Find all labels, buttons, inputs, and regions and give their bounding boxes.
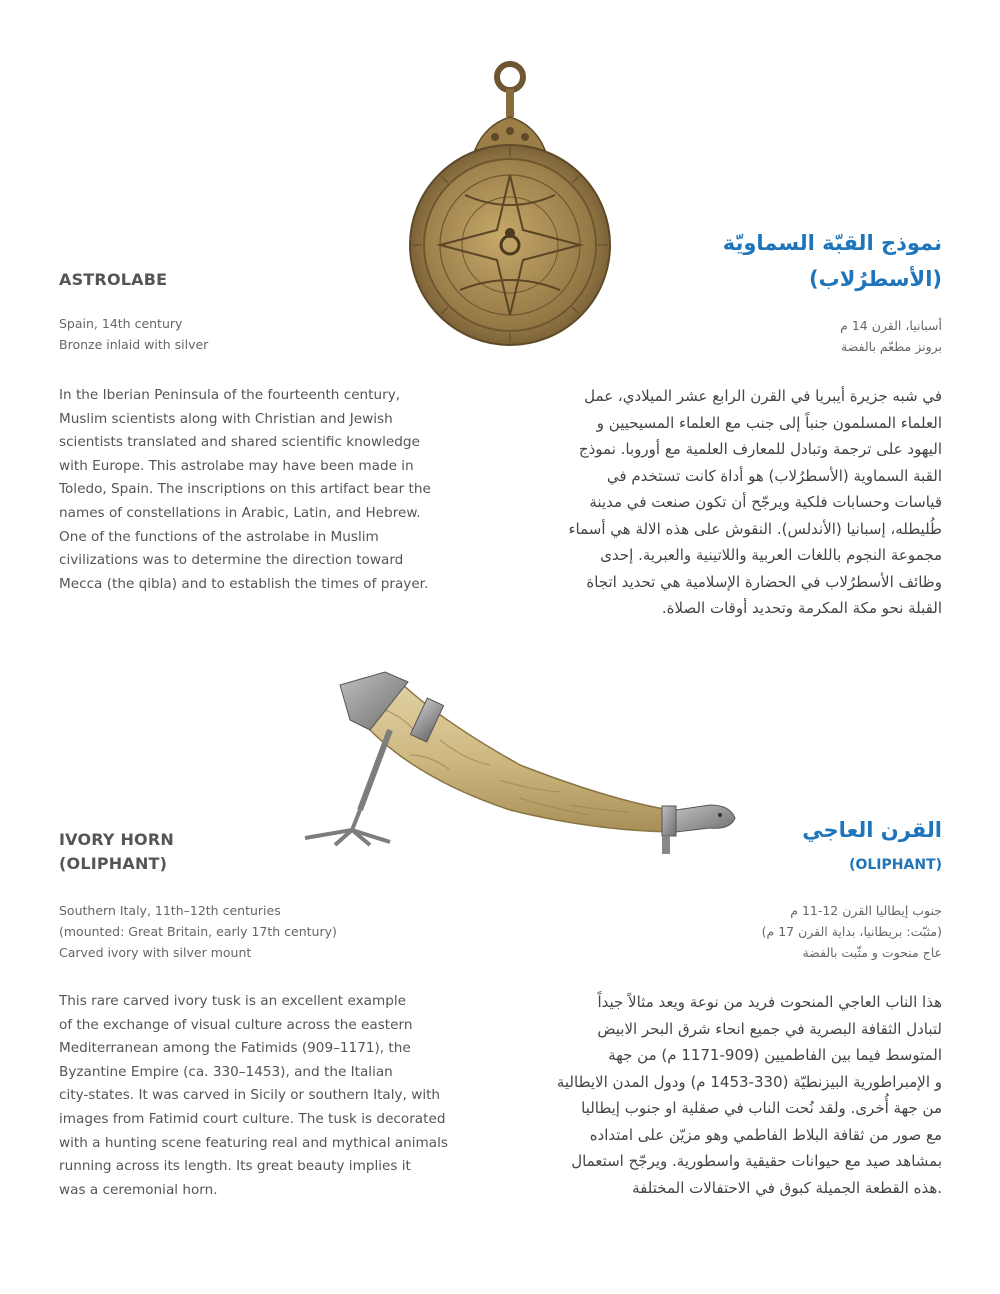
astrolabe-origin-ar: أسبانيا، القرن 14 م — [840, 318, 942, 333]
oliphant-mount-ar: (مثبّت: بريطانيا، بداية القرن 17 م) — [761, 924, 942, 939]
astrolabe-title-ar — [723, 225, 942, 297]
text-line: names of constellations in Arabic, Latin, and Hebrew. — [59, 504, 421, 521]
text-line: Muslim scientists along with Christian and Jewish — [59, 410, 393, 427]
text-line: مع صور من ثقافة البلاط الفاطمي وهو مزيّن على امتداده — [589, 1125, 942, 1144]
text-line: .هذه القطعة الجميلة كبوق في الاحتفالات المختلفة — [632, 1178, 942, 1197]
text-line: في شبه جزيرة أيبريا في القرن الرابع عشر الميلادي، عمل — [584, 387, 942, 405]
text-line: هذا الناب العاجي المنحوت فريد من نوعة ويعد مثالاً جيداً — [597, 993, 942, 1011]
astrolabe-meta-en — [59, 313, 208, 355]
text-line: من جهة أُخرى. ولقد نُحت الناب في صقلية او جنوب إيطاليا — [581, 1099, 942, 1117]
text-line: القبلة نحو مكة المكرمة وتحديد أوقات الصلاة. — [661, 599, 942, 617]
oliphant-material-ar: عاج منحوت و مثّبت بالفضة — [802, 945, 942, 960]
text-line: civilizations was to determine the direction toward — [59, 552, 404, 569]
astrolabe-title-ar-line1: نموذج القبّة السماويّة — [722, 231, 942, 255]
text-line: was a ceremonial horn. — [59, 1181, 218, 1198]
oliphant-origin-ar: جنوب إيطاليا القرن 12-11 م — [790, 903, 942, 918]
text-line: بمشاهد صيد مع حيوانات حقيقية واسطورية. ويرجّح استعمال — [571, 1152, 942, 1170]
oliphant-subtitle-ar: (OLIPHANT) — [849, 857, 942, 873]
text-line: القبة السماوية (الأسطرُلاب) هو أداة كانت تستخدم في — [606, 466, 942, 485]
text-line: Mediterranean among the Fatimids (909–1171), the — [59, 1040, 411, 1057]
oliphant-image — [290, 660, 750, 860]
astrolabe-image — [405, 55, 615, 355]
astrolabe-origin-en: Spain, 14th century — [59, 316, 183, 331]
text-line: Mecca (the qibla) and to establish the times of prayer. — [59, 575, 429, 592]
text-line: Toledo, Spain. The inscriptions on this artifact bear the — [59, 481, 431, 498]
text-line: This rare carved ivory tusk is an excellent example — [59, 993, 406, 1009]
text-line: In the Iberian Peninsula of the fourteenth century, — [59, 387, 401, 403]
text-line: قياسات وحسابات فلكية ويرجّح أن تكون صنعت في مدينة — [589, 493, 942, 511]
oliphant-title-en — [59, 828, 174, 876]
text-line: و الإمبراطورية البيزنطيّة (330-1453 م) ودول المدن الايطالية — [556, 1072, 942, 1091]
text-line: المتوسط فيما بين الفاطميين (909-1171 م) من جهة — [608, 1046, 942, 1064]
astrolabe-description-en — [59, 384, 459, 596]
text-line: city-states. It was carved in Sicily or southern Italy, with — [59, 1087, 441, 1104]
oliphant-description-en — [59, 990, 459, 1202]
text-line: العلماء المسلمون جنباً إلى جنب مع العلماء المسيحيين و — [596, 413, 942, 432]
text-line: وظائف الأسطرُلاب في الحضارة الإسلامية هي تحديد اتجاة — [586, 572, 942, 591]
oliphant-title-en-line2: (OLIPHANT) — [59, 854, 168, 873]
astrolabe-title-ar-line2: (الأسطرُلاب) — [809, 267, 942, 291]
astrolabe-description-ar — [502, 383, 942, 622]
text-line: with a hunting scene featuring real and mythical animals — [59, 1134, 448, 1151]
astrolabe-title-en: ASTROLABE — [59, 270, 168, 289]
oliphant-meta-ar — [762, 900, 942, 963]
oliphant-mount-en: (mounted: Great Britain, early 17th century) — [59, 924, 337, 939]
oliphant-title-ar: القرن العاجي — [802, 818, 942, 842]
text-line: images from Fatimid court culture. The tusk is decorated — [59, 1110, 446, 1127]
text-line: running across its length. Its great beauty implies it — [59, 1158, 411, 1175]
astrolabe-meta-ar — [840, 315, 942, 357]
oliphant-title-en-line1: IVORY HORN — [59, 830, 174, 849]
text-line: لتبادل الثقافة البصرية في جميع انحاء شرق البحر الابيض — [597, 1019, 942, 1038]
astrolabe-material-ar: برونز مطعّم بالفضة — [841, 339, 942, 354]
oliphant-origin-en: Southern Italy, 11th–12th centuries — [59, 903, 281, 918]
text-line: مجموعة النجوم باللغات العربية واللاتينية والعبرية. إحدى — [600, 546, 942, 564]
text-line: Byzantine Empire (ca. 330–1453), and the Italian — [59, 1063, 393, 1080]
text-line: طُليطله، إسبانيا (الأندلس). النقوش على هذه الالة هي أسماء — [568, 519, 942, 538]
text-line: One of the functions of the astrolabe in Muslim — [59, 528, 379, 545]
text-line: with Europe. This astrolabe may have been made in — [59, 457, 414, 474]
text-line: اليهود على ترجمة وتبادل للمعارف العلمية مع أوروبا. نموذج — [578, 440, 942, 458]
text-line: of the exchange of visual culture across the eastern — [59, 1016, 413, 1033]
oliphant-description-ar — [502, 989, 942, 1201]
oliphant-material-en: Carved ivory with silver mount — [59, 945, 252, 960]
astrolabe-material-en: Bronze inlaid with silver — [59, 337, 209, 352]
oliphant-meta-en — [59, 900, 337, 963]
text-line: scientists translated and shared scientific knowledge — [59, 434, 420, 451]
